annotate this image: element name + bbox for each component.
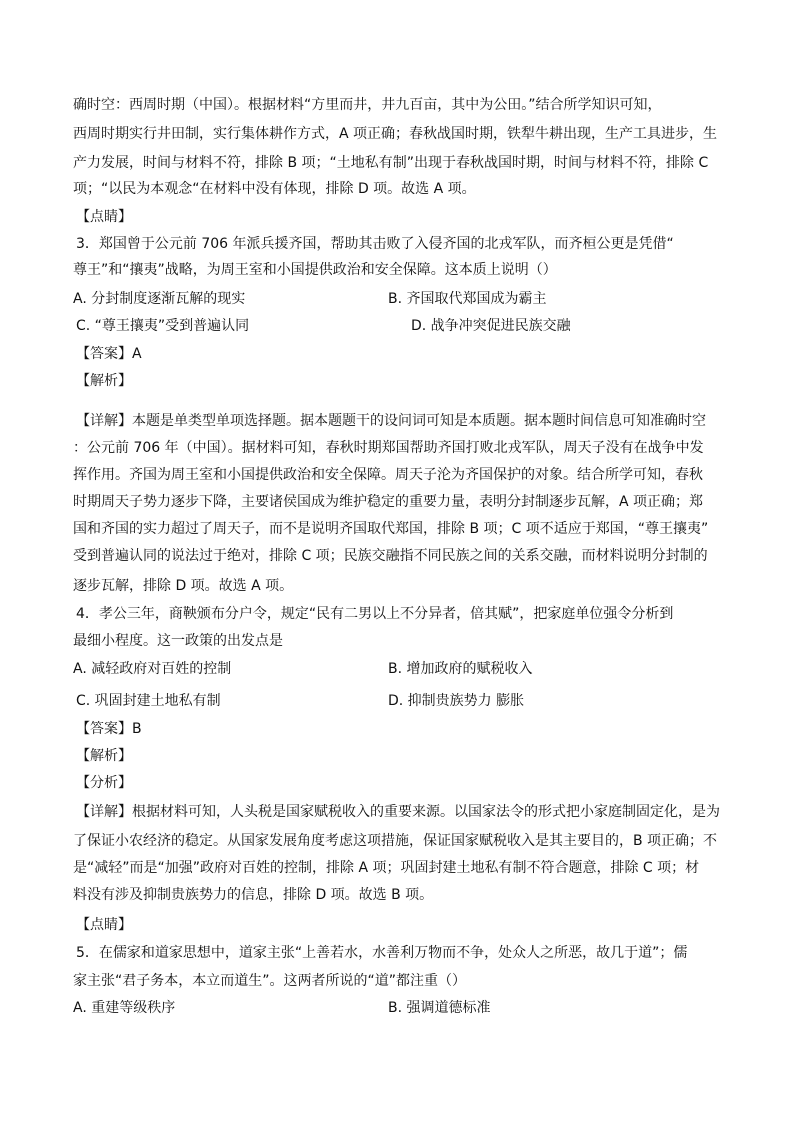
section-heading: 【点睛】 <box>76 209 132 225</box>
explanation-line: 了保证小农经济的稳定。从国家发展角度考虑这项措施，保证国家赋税收入是其主要目的，B 项正确；不 <box>73 833 718 849</box>
question-stem: 5．在儒家和道家思想中，道家主张“上善若水，水善利万物而不争，处众人之所恶，故几于道”；儒 <box>76 945 688 961</box>
explanation-line: 料没有涉及抑制贵族势力的信息，排除 D 项。故选 B 项。 <box>73 887 434 903</box>
analysis-label: 【解析】 <box>76 748 132 764</box>
option-a: A. 减轻政府对百姓的控制 <box>73 661 232 677</box>
explanation-line: 挥作用。齐国为周王室和小国提供政治和安全保障。周天子沦为齐国保护的对象。结合所学可知，春秋 <box>73 467 703 483</box>
question-stem: 4．孝公三年，商鞅颁布分户令，规定“民有二男以上不分异者，倍其赋”，把家庭单位强令分析到 <box>76 606 674 622</box>
section-heading: 【点睛】 <box>76 917 132 933</box>
explanation-line: 受到普遍认同的说法过于绝对，排除 C 项；民族交融指不同民族之间的关系交融，而材料说明分封制的 <box>73 548 708 564</box>
explanation-line: 逐步瓦解，排除 D 项。故选 A 项。 <box>73 578 294 594</box>
answer-label: 【答案】A <box>76 346 142 362</box>
option-a: A. 分封制度逐渐瓦解的现实 <box>73 291 246 307</box>
explanation-line: 【详解】本题是单类型单项选择题。据本题题干的设问词可知是本质题。据本题时间信息可知准确时空 <box>76 413 706 429</box>
text-line: 西周时期实行井田制，实行集体耕作方式，A 项正确；春秋战国时期，铁犁牛耕出现，生产工具进步，生 <box>73 126 718 142</box>
question-stem: 尊王”和“攘夷”战略，为周王室和小国提供政治和安全保障。这本质上说明（） <box>73 262 557 278</box>
section-heading: 【分析】 <box>76 775 132 791</box>
explanation-line: 是“减轻”而是“加强”政府对百姓的控制，排除 A 项；巩固封建土地私有制不符合题意，排除 C 项；材 <box>73 860 700 876</box>
explanation-line: 国和齐国的实力超过了周天子，而不是说明齐国取代郑国，排除 B 项；C 项不适应于郑国，“尊王攘夷” <box>73 521 709 537</box>
option-d: D. 战争冲突促进民族交融 <box>411 318 571 334</box>
analysis-label: 【解析】 <box>76 373 132 389</box>
option-b: B. 增加政府的赋税收入 <box>388 661 533 677</box>
option-b: B. 强调道德标准 <box>388 1000 491 1016</box>
text-line: 产力发展，时间与材料不符，排除 B 项；“土地私有制”出现于春秋战国时期，时间与材料不符，排除 C <box>73 155 709 171</box>
question-stem: 最细小程度。这一政策的出发点是 <box>73 633 283 649</box>
explanation-line: 【详解】根据材料可知，人头税是国家赋税收入的重要来源。以国家法令的形式把小家庭制固定化，是为 <box>76 804 720 820</box>
option-d: D. 抑制贵族势力 膨胀 <box>388 693 525 709</box>
answer-label: 【答案】B <box>76 721 142 737</box>
text-line: 项；“以民为本观念“在材料中没有体现，排除 D 项。故选 A 项。 <box>73 181 476 197</box>
question-stem: 3．郑国曾于公元前 706 年派兵援齐国，帮助其击败了入侵齐国的北戎军队，而齐桓公更是凭借“ <box>76 236 674 252</box>
option-c: C. 巩固封建土地私有制 <box>76 693 221 709</box>
explanation-line: ：公元前 706 年（中国）。据材料可知，春秋时期郑国帮助齐国打败北戎军队，周天子没有在战争中发 <box>73 440 704 456</box>
option-a: A. 重建等级秩序 <box>73 1000 176 1016</box>
option-c: C. “尊王攘夷”受到普遍认同 <box>76 318 250 334</box>
explanation-line: 时期周天子势力逐步下降，主要诸侯国成为维护稳定的重要力量，表明分封制逐步瓦解，A 项正确；郑 <box>73 494 704 510</box>
question-stem: 家主张“君子务本，本立而道生”。这两者所说的“道”都注重（） <box>73 973 467 989</box>
text-line: 确时空：西周时期（中国）。根据材料“方里而井，井九百亩，其中为公田。”结合所学知识可知， <box>73 97 662 113</box>
option-b: B. 齐国取代郑国成为霸主 <box>388 291 547 307</box>
